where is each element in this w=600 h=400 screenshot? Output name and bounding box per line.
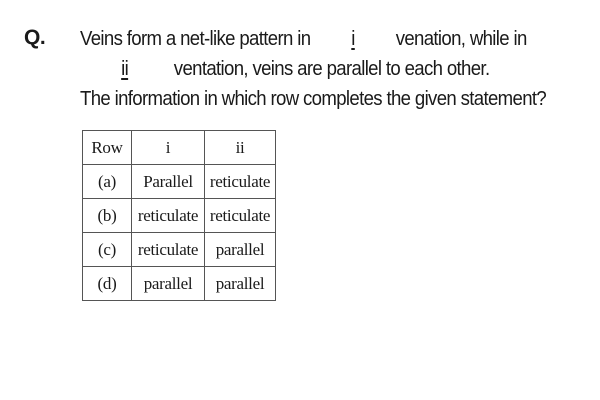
cell-ii: parallel	[205, 267, 276, 301]
row-label: (b)	[83, 199, 132, 233]
blank-ii: ii	[121, 58, 129, 80]
header-ii: ii	[205, 131, 276, 165]
question-label: Q.	[24, 26, 46, 49]
question-text	[80, 24, 545, 114]
table-row	[83, 199, 276, 233]
question-line-1	[80, 24, 545, 54]
table-row	[83, 233, 276, 267]
cell-i: parallel	[132, 267, 205, 301]
question-line-2	[80, 54, 545, 84]
row-label: (d)	[83, 267, 132, 301]
header-i: i	[132, 131, 205, 165]
cell-i: reticulate	[132, 233, 205, 267]
cell-ii: reticulate	[205, 165, 276, 199]
options-table	[82, 130, 276, 301]
cell-i: reticulate	[132, 199, 205, 233]
question-line-1-end: venation, while in	[391, 28, 527, 50]
row-label: (c)	[83, 233, 132, 267]
cell-i: Parallel	[132, 165, 205, 199]
question-line-2-end: ventation, veins are parallel to each other.	[169, 58, 490, 80]
blank-i: i	[351, 28, 355, 50]
row-label: (a)	[83, 165, 132, 199]
cell-ii: reticulate	[205, 199, 276, 233]
question-line-1-start: Veins form a net-like pattern in	[80, 28, 315, 50]
header-row: Row	[83, 131, 132, 165]
question-line-3: The information in which row completes the given statement?	[80, 88, 547, 110]
table-row	[83, 267, 276, 301]
cell-ii: parallel	[205, 233, 276, 267]
table-header-row	[83, 131, 276, 165]
table-row	[83, 165, 276, 199]
